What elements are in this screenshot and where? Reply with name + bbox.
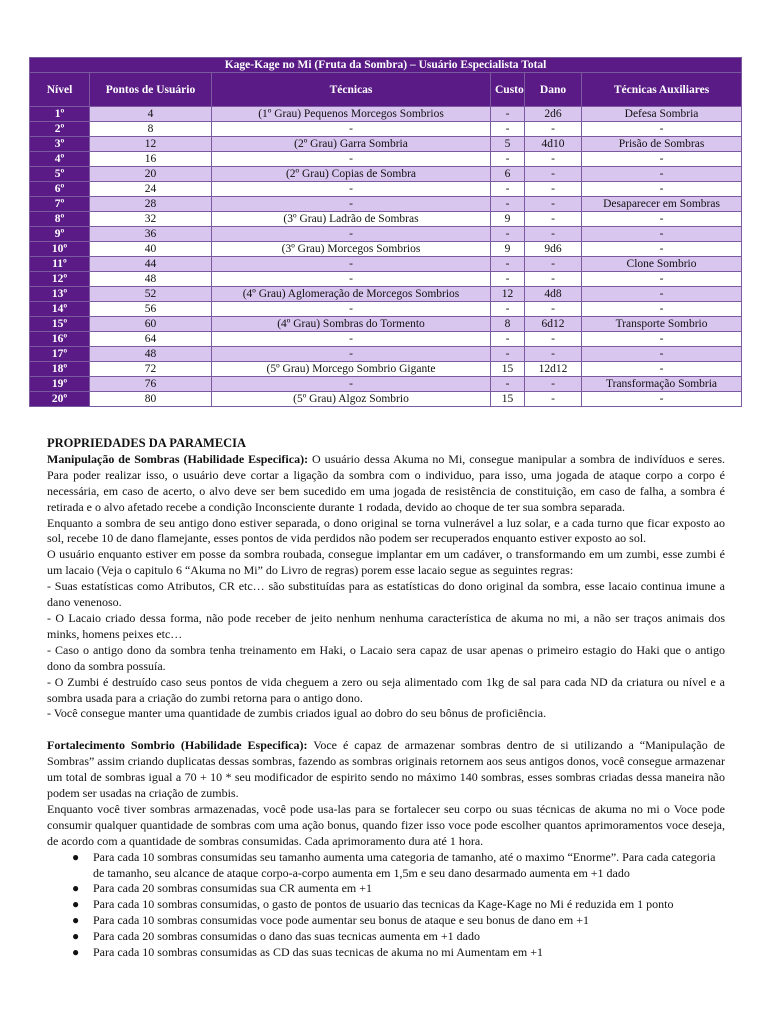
cell-points: 24	[90, 182, 212, 197]
table-row	[30, 302, 742, 317]
cell-points: 12	[90, 137, 212, 152]
cell-points: 48	[90, 347, 212, 362]
cell-cost: 6	[491, 167, 525, 182]
manip-rule-3: - Caso o antigo dono da sombra tenha treinamento em Haki, o Lacaio sera capaz de usar apenas o primeiro estagio do Haki que o antigo dono da sombra possuía.	[47, 642, 725, 673]
cell-aux: Defesa Sombria	[582, 107, 742, 122]
cell-cost: -	[491, 197, 525, 212]
bullet-icon: ●	[72, 849, 80, 864]
cell-technique: (4º Grau) Sombras do Tormento	[212, 317, 491, 332]
cell-aux: -	[582, 302, 742, 317]
cell-points: 60	[90, 317, 212, 332]
manip-intro: O usuário dessa Akuma no Mi, consegue manipular a sombra de indivíduos e seres. Para poder realizar isso, o usuário deve cortar a ligação da sombra com o individuo, para isso, uma jogada de ataque corpo a corpo é necessária, em caso de acerto, o alvo deve ser bem sucedido em uma jogada de resistência de constituição, em caso de falha, a sombra é retirada e o alvo afetado recebe a condição Inconsciente durante 1 rodada, devido ao choque de ter sua sombra separada.	[47, 451, 725, 514]
list-item: ● Para cada 10 sombras consumidas as CD das suas tecnicas de akuma no mi Aumentam em +1	[72, 945, 543, 960]
cell-damage: -	[525, 272, 582, 287]
cell-level: 6º	[30, 182, 90, 197]
cell-level: 19º	[30, 377, 90, 392]
cell-technique: (5º Grau) Morcego Sombrio Gigante	[212, 362, 491, 377]
manip-rule-4: - O Zumbi é destruído caso seus pontos de vida cheguem a zero ou seja alimentado com 1kg de sal para cada ND da criatura ou nível e a sombra usada para a criação do zumbi retorna para o antigo dono.	[47, 674, 725, 705]
cell-level: 18º	[30, 362, 90, 377]
cell-cost: 9	[491, 212, 525, 227]
table-row	[30, 362, 742, 377]
cell-technique: (3º Grau) Morcegos Sombrios	[212, 242, 491, 257]
manip-intro-paragraph	[47, 452, 725, 516]
manip-p2: Enquanto a sombra de seu antigo dono estiver separada, o dono original se torna vulnerável a luz solar, e a cada turno que ficar exposto ao sol, recebe 10 de dano flamejante, esses pontos de vida perdidos não podem ser recuperados enquanto estiver exposto ao sol.	[47, 515, 725, 546]
cell-damage: -	[525, 152, 582, 167]
cell-technique: -	[212, 377, 491, 392]
cell-points: 16	[90, 152, 212, 167]
fort-title: Fortalecimento Sombrio (Habilidade Especifica):	[47, 738, 308, 753]
cell-damage: 2d6	[525, 107, 582, 122]
cell-level: 2º	[30, 122, 90, 137]
cell-level: 1º	[30, 107, 90, 122]
cell-aux: -	[582, 242, 742, 257]
cell-aux: -	[582, 167, 742, 182]
cell-level: 5º	[30, 167, 90, 182]
cell-technique: (4º Grau) Aglomeração de Morcegos Sombrios	[212, 287, 491, 302]
cell-points: 32	[90, 212, 212, 227]
cell-cost: -	[491, 152, 525, 167]
cell-aux: Desaparecer em Sombras	[582, 197, 742, 212]
table-row	[30, 242, 742, 257]
cell-points: 52	[90, 287, 212, 302]
fort-intro: Voce é capaz de armazenar sombras dentro de si utilizando a “Manipulação de Sombras” assim criando duplicatas dessas sombras, fazendo as sombras originais retornem aos seus antigos donos, você consegue armazenar um total de sombras igual a 70 + 10 * seu modificador de espirito sendo no máximo 140 sombras, esses sombras criadas dessa maneira não podem ser usadas na criação de zumbis.	[47, 738, 725, 801]
cell-cost: -	[491, 302, 525, 317]
cell-points: 40	[90, 242, 212, 257]
cell-technique: -	[212, 227, 491, 242]
cell-level: 4º	[30, 152, 90, 167]
cell-cost: 9	[491, 242, 525, 257]
cell-technique: -	[212, 332, 491, 347]
header-damage: Dano	[525, 73, 582, 107]
cell-level: 17º	[30, 347, 90, 362]
cell-cost: 5	[491, 137, 525, 152]
cell-aux: -	[582, 272, 742, 287]
table-row	[30, 182, 742, 197]
table-row	[30, 227, 742, 242]
cell-level: 14º	[30, 302, 90, 317]
manip-rule-1: - Suas estatísticas como Atributos, CR etc… são substituídas para as estatísticas do dono original da sombra, esse lacaio continua imune a dano venenoso.	[47, 579, 725, 610]
table-row	[30, 287, 742, 302]
cell-cost: 15	[491, 362, 525, 377]
list-item: ● Para cada 20 sombras consumidas sua CR aumenta em +1	[72, 881, 373, 896]
cell-technique: -	[212, 272, 491, 287]
list-item: ● Para cada 20 sombras consumidas o dano das suas tecnicas aumenta em +1 dado	[72, 929, 480, 944]
cell-cost: -	[491, 122, 525, 137]
header-techniques: Técnicas	[212, 73, 491, 107]
cell-cost: -	[491, 182, 525, 197]
cell-aux: Transporte Sombrio	[582, 317, 742, 332]
table-row	[30, 197, 742, 212]
cell-aux: -	[582, 362, 742, 377]
cell-cost: 15	[491, 392, 525, 407]
cell-aux: Prisão de Sombras	[582, 137, 742, 152]
cell-damage: 4d8	[525, 287, 582, 302]
cell-aux: -	[582, 212, 742, 227]
cell-aux: -	[582, 122, 742, 137]
cell-damage: 12d12	[525, 362, 582, 377]
cell-points: 76	[90, 377, 212, 392]
manip-rule-5: - Você consegue manter uma quantidade de zumbis criados igual ao dobro do seu bônus de proficiência.	[47, 706, 547, 721]
header-cost: Custo	[491, 73, 525, 107]
table-row	[30, 392, 742, 407]
cell-technique: -	[212, 152, 491, 167]
cell-cost: -	[491, 332, 525, 347]
cell-damage: -	[525, 227, 582, 242]
cell-technique: -	[212, 302, 491, 317]
cell-level: 8º	[30, 212, 90, 227]
list-item: ● Para cada 10 sombras consumidas seu tamanho aumenta uma categoria de tamanho, até o maximo “Enorme”. Para cada categoria de tamanho, seu alcance de ataque corpo-a-corpo aumenta em 1,5m e seu dano desarmado aumenta em +1 dado	[72, 849, 716, 880]
cell-technique: (5º Grau) Algoz Sombrio	[212, 392, 491, 407]
cell-cost: -	[491, 272, 525, 287]
cell-points: 20	[90, 167, 212, 182]
table-row	[30, 107, 742, 122]
table-row	[30, 272, 742, 287]
table-row	[30, 317, 742, 332]
properties-heading: PROPRIEDADES DA PARAMECIA	[47, 436, 247, 450]
cell-level: 13º	[30, 287, 90, 302]
bullet-icon: ●	[72, 945, 80, 960]
table-row	[30, 167, 742, 182]
bullet-icon: ●	[72, 881, 80, 896]
cell-damage: -	[525, 167, 582, 182]
cell-damage: 6d12	[525, 317, 582, 332]
cell-points: 28	[90, 197, 212, 212]
properties-section	[47, 436, 725, 961]
cell-level: 12º	[30, 272, 90, 287]
cell-damage: -	[525, 197, 582, 212]
cell-aux: -	[582, 287, 742, 302]
cell-cost: 12	[491, 287, 525, 302]
cell-technique: (2º Grau) Copias de Sombra	[212, 167, 491, 182]
cell-technique: -	[212, 122, 491, 137]
table-row	[30, 347, 742, 362]
fort-bullet-list	[47, 850, 725, 961]
cell-damage: 9d6	[525, 242, 582, 257]
cell-damage: -	[525, 122, 582, 137]
table-row	[30, 122, 742, 137]
cell-points: 36	[90, 227, 212, 242]
cell-level: 16º	[30, 332, 90, 347]
cell-points: 44	[90, 257, 212, 272]
cell-cost: -	[491, 347, 525, 362]
cell-aux: Transformação Sombria	[582, 377, 742, 392]
bullet-icon: ●	[72, 913, 80, 928]
fort-intro-paragraph	[47, 738, 725, 802]
cell-level: 3º	[30, 137, 90, 152]
table-row	[30, 212, 742, 227]
manip-rule-2: - O Lacaio criado dessa forma, não pode receber de jeito nenhum nenhuma característica de akuma no mi, a não ser traços animais dos minks, homens peixes etc…	[47, 610, 725, 641]
cell-damage: -	[525, 332, 582, 347]
cell-level: 9º	[30, 227, 90, 242]
cell-damage: -	[525, 182, 582, 197]
list-item: ● Para cada 10 sombras consumidas, o gasto de pontos de usuario das tecnicas da Kage-Kage no Mi é reduzida em 1 ponto	[72, 897, 674, 912]
cell-level: 11º	[30, 257, 90, 272]
cell-points: 8	[90, 122, 212, 137]
cell-cost: 8	[491, 317, 525, 332]
cell-technique: -	[212, 257, 491, 272]
cell-points: 72	[90, 362, 212, 377]
cell-technique: (1º Grau) Pequenos Morcegos Sombrios	[212, 107, 491, 122]
cell-points: 64	[90, 332, 212, 347]
cell-cost: -	[491, 107, 525, 122]
cell-damage: -	[525, 377, 582, 392]
bullet-icon: ●	[72, 897, 80, 912]
list-item: ● Para cada 10 sombras consumidas voce pode aumentar seu bonus de ataque e seu bonus de dano em +1	[72, 913, 589, 928]
header-points: Pontos de Usuário	[90, 73, 212, 107]
cell-level: 7º	[30, 197, 90, 212]
cell-points: 56	[90, 302, 212, 317]
cell-level: 15º	[30, 317, 90, 332]
table-row	[30, 152, 742, 167]
table-row	[30, 257, 742, 272]
table-row	[30, 137, 742, 152]
cell-damage: -	[525, 347, 582, 362]
cell-level: 10º	[30, 242, 90, 257]
cell-damage: -	[525, 302, 582, 317]
cell-aux: -	[582, 182, 742, 197]
cell-points: 48	[90, 272, 212, 287]
bullet-icon: ●	[72, 929, 80, 944]
cell-aux: -	[582, 392, 742, 407]
manip-title: Manipulação de Sombras (Habilidade Especifica):	[47, 451, 309, 466]
cell-aux: -	[582, 347, 742, 362]
skills-table	[29, 57, 742, 407]
manip-p3: O usuário enquanto estiver em posse da sombra roubada, consegue implantar em um cadáver, o transformando em um zumbi, esse zumbi é um lacaio (Veja o capitulo 6 “Akuma no Mi” do Livro de regras) porem esse lacaio segue as seguintes regras:	[47, 547, 725, 578]
cell-technique: -	[212, 347, 491, 362]
cell-aux: -	[582, 152, 742, 167]
fort-p2: Enquanto você tiver sombras armazenadas, você pode usa-las para se fortalecer seu corpo ou suas técnicas de akuma no mi o Voce pode consumir qualquer quantidade de sombras com uma ação bonus, quando fizer isso voce pode escolher quantos aprimoramentos voce deseja, de acordo com a quantidade de sombras consumidas. Cada aprimoramento dura até 1 hora.	[47, 801, 725, 848]
cell-technique: -	[212, 197, 491, 212]
cell-damage: 4d10	[525, 137, 582, 152]
header-level: Nível	[30, 73, 90, 107]
cell-points: 80	[90, 392, 212, 407]
table-body	[30, 107, 742, 407]
table-title: Kage-Kage no Mi (Fruta da Sombra) – Usuário Especialista Total	[30, 58, 742, 73]
cell-aux: -	[582, 332, 742, 347]
cell-aux: Clone Sombrio	[582, 257, 742, 272]
table-row	[30, 377, 742, 392]
cell-cost: -	[491, 377, 525, 392]
cell-technique: (2º Grau) Garra Sombria	[212, 137, 491, 152]
cell-points: 4	[90, 107, 212, 122]
header-aux: Técnicas Auxiliares	[582, 73, 742, 107]
cell-damage: -	[525, 392, 582, 407]
cell-level: 20º	[30, 392, 90, 407]
cell-damage: -	[525, 257, 582, 272]
cell-technique: (3º Grau) Ladrão de Sombras	[212, 212, 491, 227]
cell-cost: -	[491, 257, 525, 272]
cell-aux: -	[582, 227, 742, 242]
table-row	[30, 332, 742, 347]
cell-technique: -	[212, 182, 491, 197]
cell-cost: -	[491, 227, 525, 242]
cell-damage: -	[525, 212, 582, 227]
